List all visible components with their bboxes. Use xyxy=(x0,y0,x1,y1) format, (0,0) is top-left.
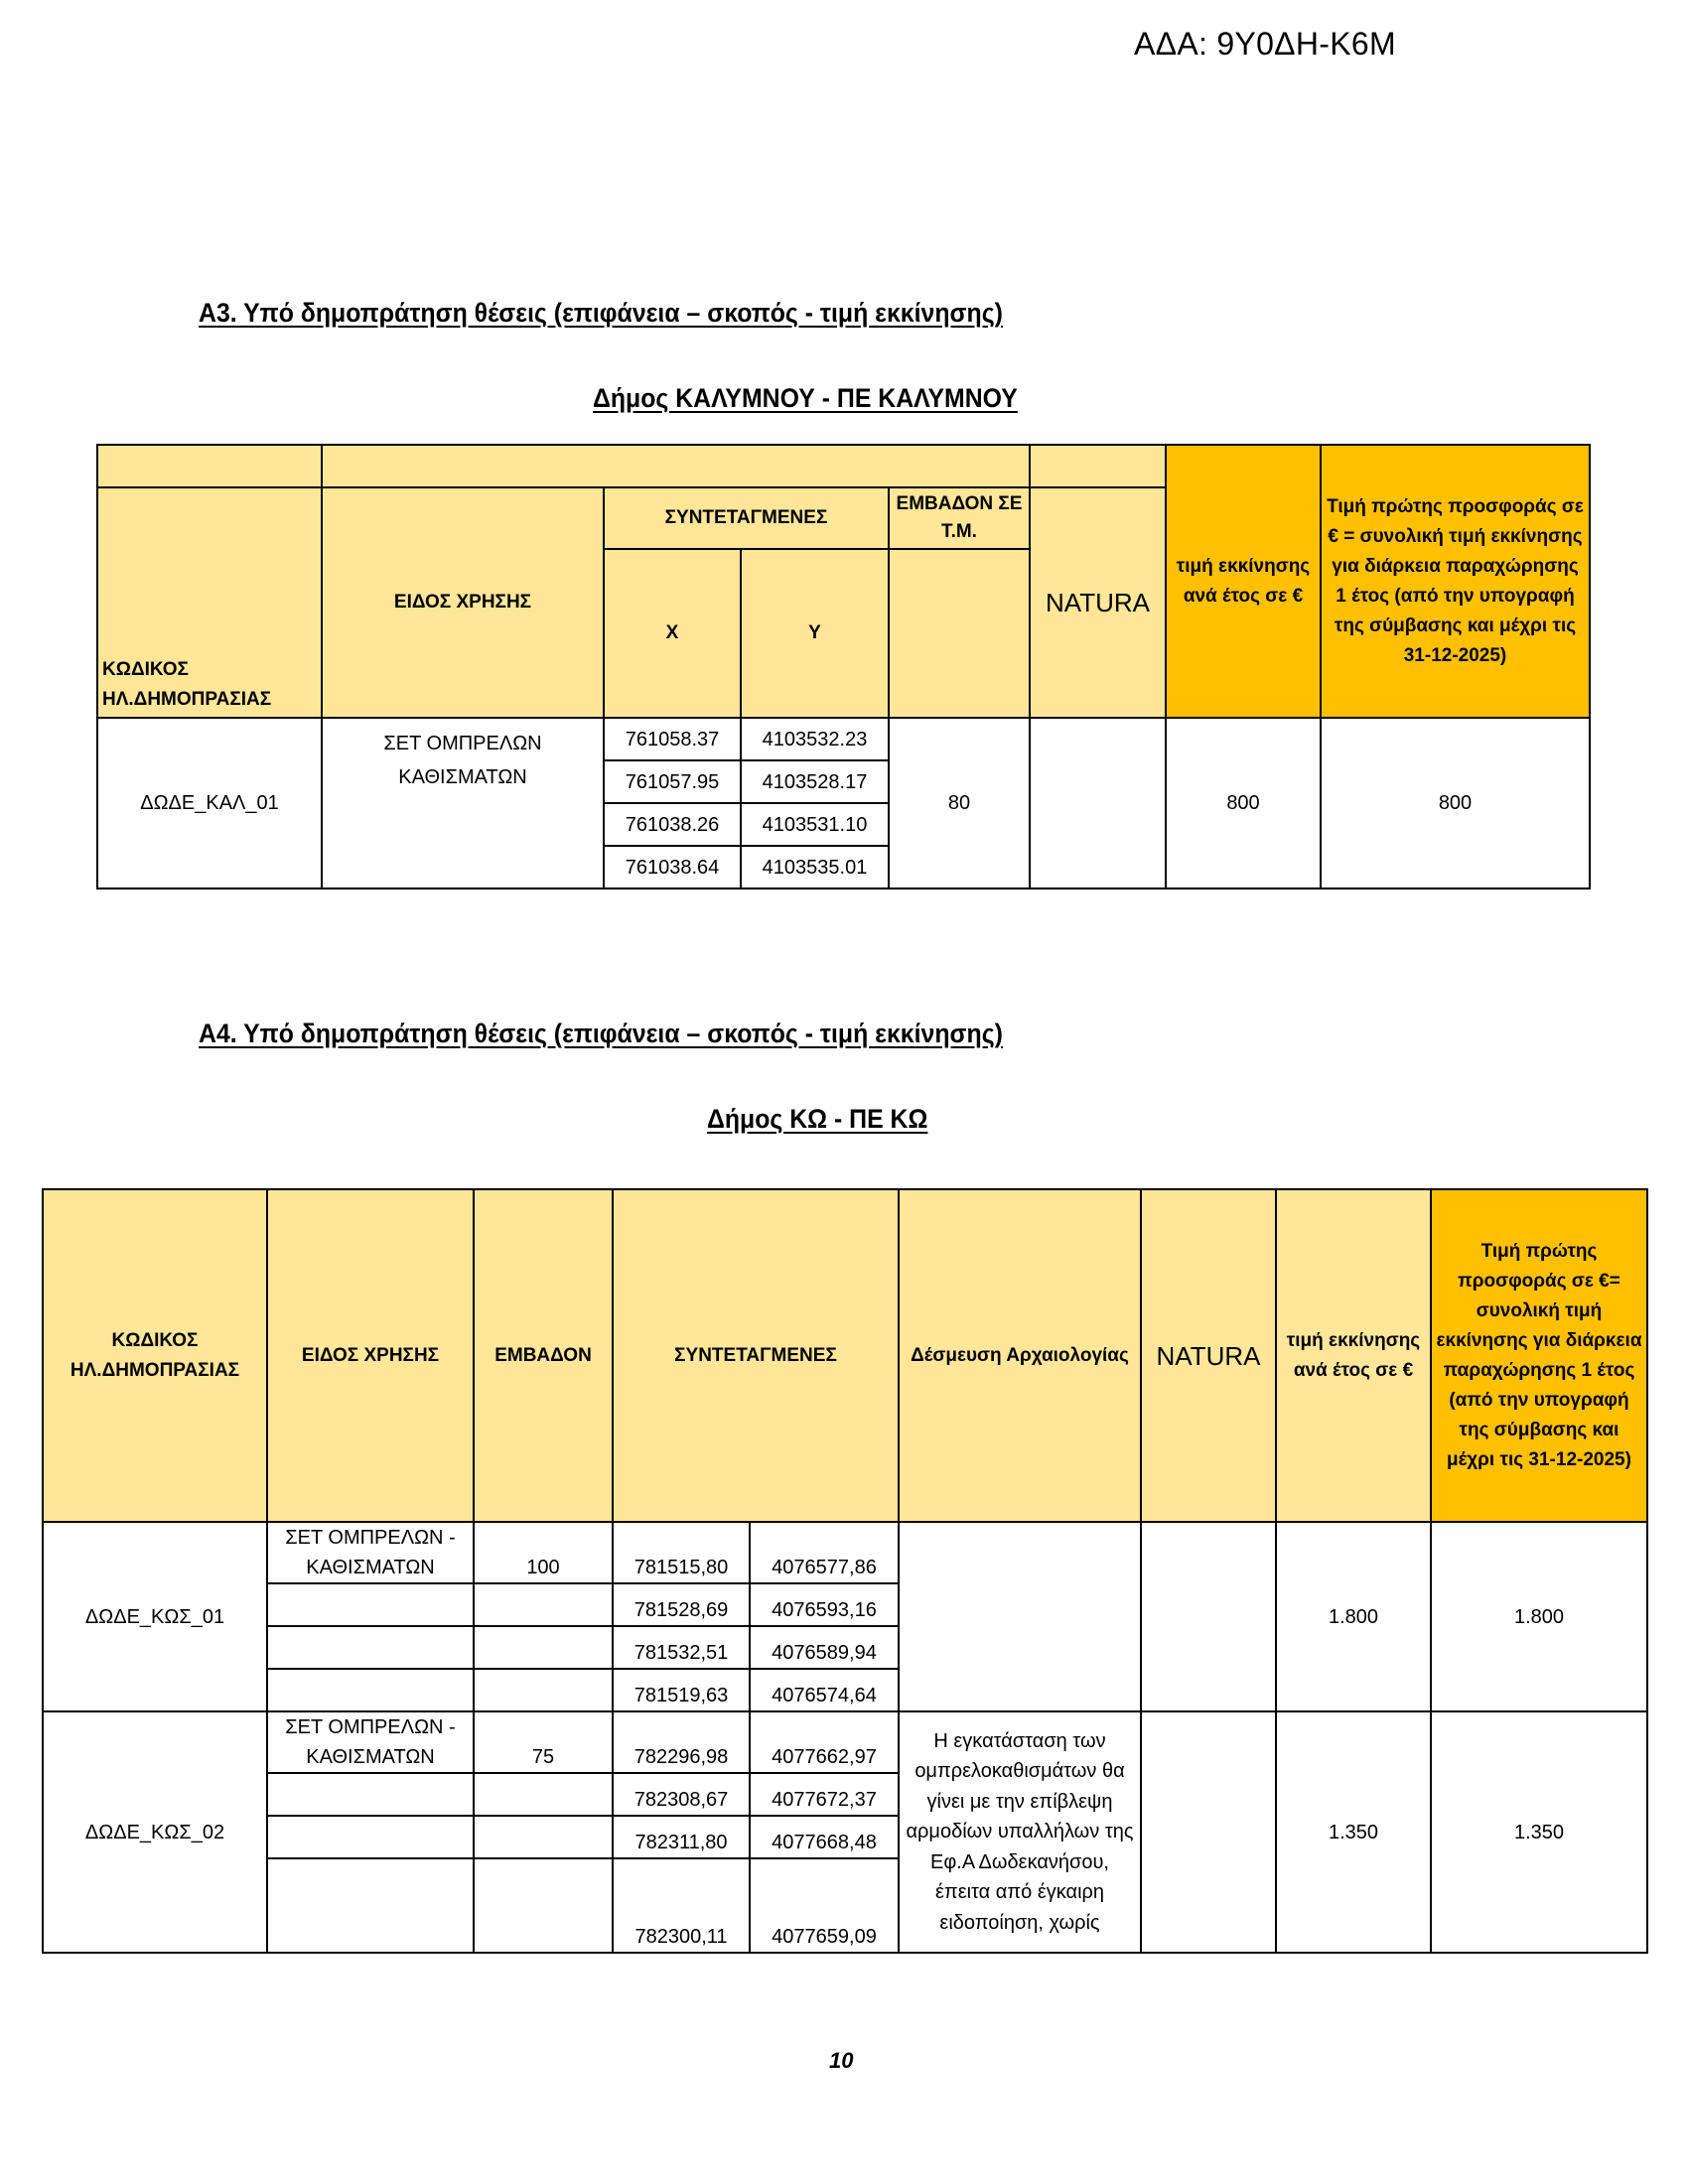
header-blank xyxy=(322,445,1030,487)
cell-natura xyxy=(1141,1522,1276,1711)
section-a3-municipality: Δήμος ΚΑΛΥΜΝΟΥ - ΠΕ ΚΑΛΥΜΝΟΥ xyxy=(593,383,1018,413)
cell-start-price: 1.800 xyxy=(1276,1522,1431,1711)
cell-area-empty xyxy=(474,1626,613,1669)
cell-y: 4103531.10 xyxy=(741,803,889,846)
cell-use-type-empty xyxy=(267,1816,474,1858)
cell-area-empty xyxy=(474,1669,613,1711)
header-archaeology: Δέσμευση Αρχαιολογίας xyxy=(899,1189,1141,1522)
header-coordinates: ΣΥΝΤΕΤΑΓΜΕΝΕΣ xyxy=(604,487,889,549)
cell-natura xyxy=(1141,1711,1276,1953)
cell-y: 4076593,16 xyxy=(750,1583,899,1626)
cell-y: 4077662,97 xyxy=(750,1711,899,1773)
cell-y: 4076589,94 xyxy=(750,1626,899,1669)
header-start-price: τιμή εκκίνησης ανά έτος σε € xyxy=(1276,1189,1431,1522)
cell-x: 782300,11 xyxy=(613,1858,750,1953)
section-a3-title: Α3. Υπό δημοπράτηση θέσεις (επιφάνεια – σκοπός - τιμή εκκίνησης) xyxy=(199,298,1003,328)
page-number: 10 xyxy=(829,2048,854,2073)
cell-natura xyxy=(1030,718,1166,888)
cell-use-type: ΣΕΤ ΟΜΠΡΕΛΩΝ ΚΑΘΙΣΜΑΤΩΝ xyxy=(322,718,604,888)
header-natura: NATURA xyxy=(1141,1189,1276,1522)
cell-y: 4077659,09 xyxy=(750,1858,899,1953)
cell-y: 4076574,64 xyxy=(750,1669,899,1711)
cell-use-type-empty xyxy=(267,1773,474,1816)
cell-area-empty xyxy=(474,1858,613,1953)
cell-y: 4077668,48 xyxy=(750,1816,899,1858)
cell-area-empty xyxy=(474,1816,613,1858)
cell-x: 781515,80 xyxy=(613,1522,750,1583)
cell-x: 781528,69 xyxy=(613,1583,750,1626)
header-first-offer: Τιμή πρώτης προσφοράς σε € = συνολική τιμή εκκίνησης για διάρκεια παραχώρησης 1 έτος (από την υπογραφή της σύμβασης και μέχρι τις 31-12-2025) xyxy=(1321,445,1590,718)
header-use-type: ΕΙΔΟΣ ΧΡΗΣΗΣ xyxy=(322,487,604,718)
section-a4-title: Α4. Υπό δημοπράτηση θέσεις (επιφάνεια – σκοπός - τιμή εκκίνησης) xyxy=(199,1019,1003,1048)
table-row xyxy=(43,1711,1647,1773)
cell-x: 761058.37 xyxy=(604,718,741,760)
header-y: Υ xyxy=(741,549,889,718)
cell-x: 761038.26 xyxy=(604,803,741,846)
cell-x: 781532,51 xyxy=(613,1626,750,1669)
header-code: ΚΩΔΙΚΟΣ ΗΛ.ΔΗΜΟΠΡΑΣΙΑΣ xyxy=(43,1189,267,1522)
header-start-price: τιμή εκκίνησης ανά έτος σε € xyxy=(1166,445,1321,718)
header-blank xyxy=(889,549,1030,718)
cell-x: 781519,63 xyxy=(613,1669,750,1711)
section-a4-municipality: Δήμος ΚΩ - ΠΕ ΚΩ xyxy=(707,1104,928,1134)
cell-x: 782308,67 xyxy=(613,1773,750,1816)
header-code: ΚΩΔΙΚΟΣ ΗΛ.ΔΗΜΟΠΡΑΣΙΑΣ xyxy=(97,487,322,718)
cell-y: 4076577,86 xyxy=(750,1522,899,1583)
cell-use-type-empty xyxy=(267,1626,474,1669)
cell-first-offer: 1.350 xyxy=(1431,1711,1647,1953)
header-blank xyxy=(97,445,322,487)
cell-first-offer: 800 xyxy=(1321,718,1590,888)
table-a3 xyxy=(96,444,1591,889)
cell-archaeology: Η εγκατάσταση των ομπρελοκαθισμάτων θα γίνει με την επίβλεψη αρμοδίων υπαλλήλων της Εφ.Α Δωδεκανήσου, έπειτα από έγκαιρη ειδοποίηση, χωρίς xyxy=(899,1711,1141,1953)
cell-start-price: 1.350 xyxy=(1276,1711,1431,1953)
table-row xyxy=(97,718,1590,760)
header-area: ΕΜΒΑΔΟΝ xyxy=(474,1189,613,1522)
header-natura: NATURA xyxy=(1030,487,1166,718)
cell-y: 4077672,37 xyxy=(750,1773,899,1816)
cell-first-offer: 1.800 xyxy=(1431,1522,1647,1711)
cell-y: 4103528.17 xyxy=(741,760,889,803)
cell-x: 761038.64 xyxy=(604,846,741,888)
cell-use-type-empty xyxy=(267,1583,474,1626)
cell-use-type: ΣΕΤ ΟΜΠΡΕΛΩΝ - ΚΑΘΙΣΜΑΤΩΝ xyxy=(267,1522,474,1583)
cell-use-type-empty xyxy=(267,1669,474,1711)
cell-code: ΔΩΔΕ_ΚΑΛ_01 xyxy=(97,718,322,888)
header-x: Χ xyxy=(604,549,741,718)
cell-x: 782296,98 xyxy=(613,1711,750,1773)
cell-x: 761057.95 xyxy=(604,760,741,803)
table-a4 xyxy=(42,1188,1648,1954)
cell-code: ΔΩΔΕ_ΚΩΣ_02 xyxy=(43,1711,267,1953)
cell-area: 100 xyxy=(474,1522,613,1583)
cell-code: ΔΩΔΕ_ΚΩΣ_01 xyxy=(43,1522,267,1711)
header-coordinates: ΣΥΝΤΕΤΑΓΜΕΝΕΣ xyxy=(613,1189,899,1522)
cell-y: 4103535.01 xyxy=(741,846,889,888)
cell-x: 782311,80 xyxy=(613,1816,750,1858)
cell-use-type-empty xyxy=(267,1858,474,1953)
cell-area: 80 xyxy=(889,718,1030,888)
cell-area-empty xyxy=(474,1583,613,1626)
header-area: ΕΜΒΑΔΟΝ ΣΕ Τ.Μ. xyxy=(889,487,1030,549)
cell-y: 4103532.23 xyxy=(741,718,889,760)
cell-area-empty xyxy=(474,1773,613,1816)
table-row xyxy=(43,1522,1647,1583)
header-blank xyxy=(1030,445,1166,487)
cell-start-price: 800 xyxy=(1166,718,1321,888)
ada-code: ΑΔΑ: 9Υ0ΔΗ-Κ6Μ xyxy=(1134,26,1396,62)
cell-use-type: ΣΕΤ ΟΜΠΡΕΛΩΝ - ΚΑΘΙΣΜΑΤΩΝ xyxy=(267,1711,474,1773)
cell-archaeology xyxy=(899,1522,1141,1711)
header-first-offer: Τιμή πρώτης προσφοράς σε €= συνολική τιμή εκκίνησης για διάρκεια παραχώρησης 1 έτος (από την υπογραφή της σύμβασης και μέχρι τις 31-12-2025) xyxy=(1431,1189,1647,1522)
header-use-type: ΕΙΔΟΣ ΧΡΗΣΗΣ xyxy=(267,1189,474,1522)
cell-area: 75 xyxy=(474,1711,613,1773)
